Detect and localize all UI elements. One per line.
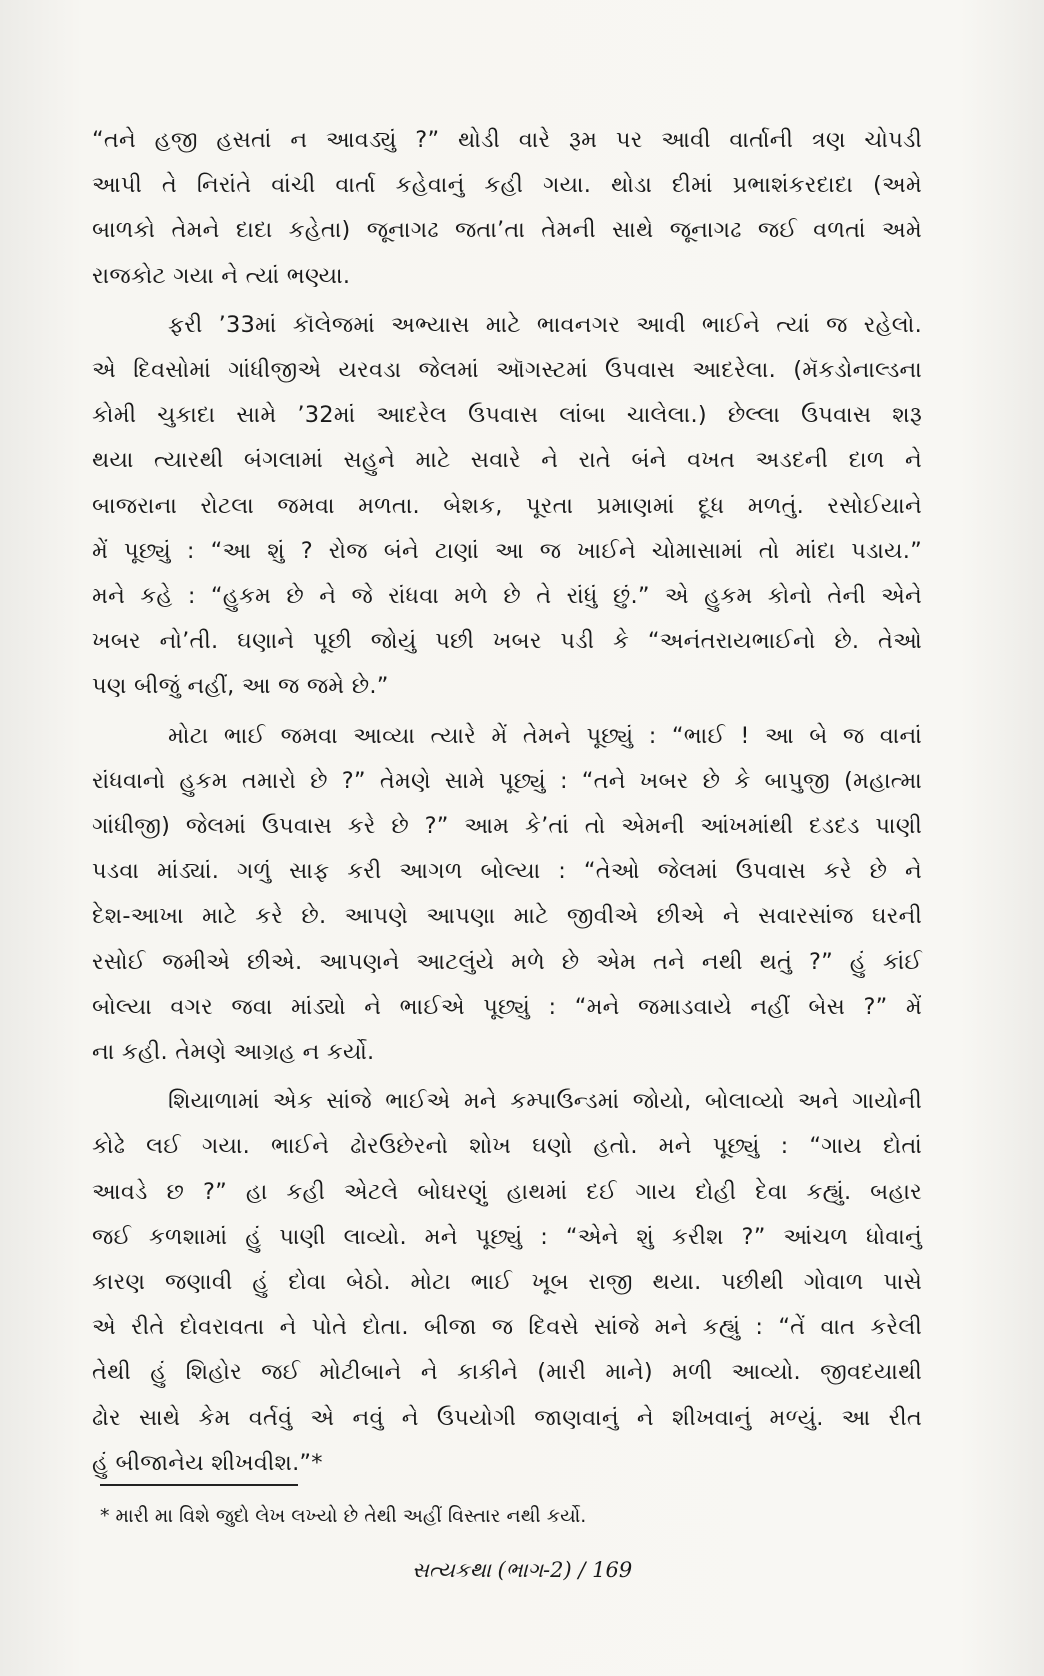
text-line: આપી તે નિરાંતે વાંચી વાર્તા કહેવાનું કહી ગયા. થોડા દીમાં પ્રભાશંકરદાદા (અમે <box>92 172 922 199</box>
text-line: આવડે છ ?” હા કહી એટલે બોઘરણું હાથમાં દઈ ગાય દોહી દેવા કહ્યું. બહાર <box>92 1178 922 1205</box>
paragraph <box>92 1079 922 1486</box>
text-line: હું બીજાનેય શીખવીશ.”* <box>92 1449 323 1476</box>
text-line: ફરી ’33માં કૉલેજમાં અભ્યાસ માટે ભાવનગર આવી ભાઈને ત્યાં જ રહેલો. <box>168 311 922 338</box>
text-line: “તને હજી હસતાં ન આવડ્યું ?” થોડી વારે રૂમ પર આવી વાર્તાની ત્રણ ચોપડી <box>92 127 922 153</box>
text-line: થયા ત્યારથી બંગલામાં સહુને માટે સવારે ને રાતે બંને વખત અડદની દાળ ને <box>92 447 922 474</box>
text-line: મને કહે : “હુકમ છે ને જે રાંધવા મળે છે તે રાંધું છું.” એ હુકમ કોનો તેની એને <box>92 583 922 610</box>
text-line: મોટા ભાઈ જમવા આવ્યા ત્યારે મેં તેમને પૂછ્યું : “ભાઈ ! આ બે જ વાનાં <box>168 722 922 749</box>
text-line: બાજરાના રોટલા જમવા મળતા. બેશક, પૂરતા પ્રમાણમાં દૂધ મળતું. રસોઈયાને <box>92 492 922 519</box>
text-line: બોલ્યા વગર જવા માંડ્યો ને ભાઈએ પૂછ્યું : “મને જમાડવાયે નહીં બેસ ?” મેં <box>92 993 922 1020</box>
text-line: એ દિવસોમાં ગાંધીજીએ યરવડા જેલમાં ઑગસ્ટમાં ઉપવાસ આદરેલા. (મૅકડોનાલ્ડના <box>92 357 922 384</box>
page-footer: સત્યકથા (ભાગ-2) / 169 <box>411 1558 633 1582</box>
text-line: રસોઈ જમીએ છીએ. આપણને આટલુંયે મળે છે એમ તને નથી થતું ?” હું કાંઈ <box>92 948 922 975</box>
text-line: કોમી ચુકાદા સામે ’32માં આદરેલ ઉપવાસ લાંબા ચાલેલા.) છેલ્લા ઉપવાસ શરૂ <box>92 402 922 429</box>
text-line: તેથી હું શિહોર જઈ મોટીબાને ને કાકીને (મારી માને) મળી આવ્યો. જીવદયાથી <box>92 1359 922 1386</box>
footnote-divider <box>100 1484 298 1486</box>
text-line: ગાંધીજી) જેલમાં ઉપવાસ કરે છે ?” આમ કે’તાં તો એમની આંખમાંથી દડદડ પાણી <box>92 813 922 840</box>
text-line: રાંધવાનો હુકમ તમારો છે ?” તેમણે સામે પૂછ્યું : “તને ખબર છે કે બાપુજી (મહાત્મા <box>92 767 922 794</box>
body-text <box>92 118 922 1486</box>
text-line: કોઢે લઈ ગયા. ભાઈને ઢોરઉછેરનો શોખ ઘણો હતો. મને પૂછ્યું : “ગાય દોતાં <box>92 1133 922 1160</box>
text-line: કારણ જણાવી હું દોવા બેઠો. મોટા ભાઈ ખૂબ રાજી થયા. પછીથી ગોવાળ પાસે <box>92 1269 922 1296</box>
text-line: જઈ કળશામાં હું પાણી લાવ્યો. મને પૂછ્યું : “એને શું કરીશ ?” આંચળ ધોવાનું <box>92 1223 922 1250</box>
paragraph <box>92 118 922 299</box>
text-line: એ રીતે દોવરાવતા ને પોતે દોતા. બીજા જ દિવસે સાંજે મને કહ્યું : “તેં વાત કરેલી <box>92 1314 922 1341</box>
paragraph <box>92 303 922 710</box>
text-line: ખબર નો’તી. ઘણાને પૂછી જોયું પછી ખબર પડી કે “અનંતરાયભાઈનો છે. તેઓ <box>92 628 922 655</box>
text-line: પણ બીજું નહીં, આ જ જમે છે.” <box>92 673 389 700</box>
paragraph <box>92 714 922 1076</box>
text-line: દેશ-આખા માટે કરે છે. આપણે આપણા માટે જીવીએ છીએ ને સવારસાંજ ઘરની <box>92 903 922 930</box>
text-line: બાળકો તેમને દાદા કહેતા) જૂનાગઢ જતા’તા તેમની સાથે જૂનાગઢ જઈ વળતાં અમે <box>92 217 922 244</box>
footnote: * મારી મા વિશે જુદો લેખ લખ્યો છે તેથી અહીં વિસ્તાર નથી કર્યો. <box>100 1505 587 1527</box>
text-line: ના કહી. તેમણે આગ્રહ ન કર્યો. <box>92 1039 375 1066</box>
text-line: રાજકોટ ગયા ને ત્યાં ભણ્યા. <box>92 262 351 289</box>
text-line: મેં પૂછ્યું : “આ શું ? રોજ બંને ટાણાં આ જ ખાઈને ચોમાસામાં તો માંદા પડાય.” <box>92 537 922 564</box>
text-line: શિયાળામાં એક સાંજે ભાઈએ મને કમ્પાઉન્ડમાં જોયો, બોલાવ્યો અને ગાયોની <box>168 1088 922 1115</box>
text-line: પડવા માંડ્યાં. ગળું સાફ કરી આગળ બોલ્યા : “તેઓ જેલમાં ઉપવાસ કરે છે ને <box>92 858 922 885</box>
text-line: ઢોર સાથે કેમ વર્તવું એ નવું ને ઉપયોગી જાણવાનું ને શીખવાનું મળ્યું. આ રીત <box>92 1404 922 1431</box>
